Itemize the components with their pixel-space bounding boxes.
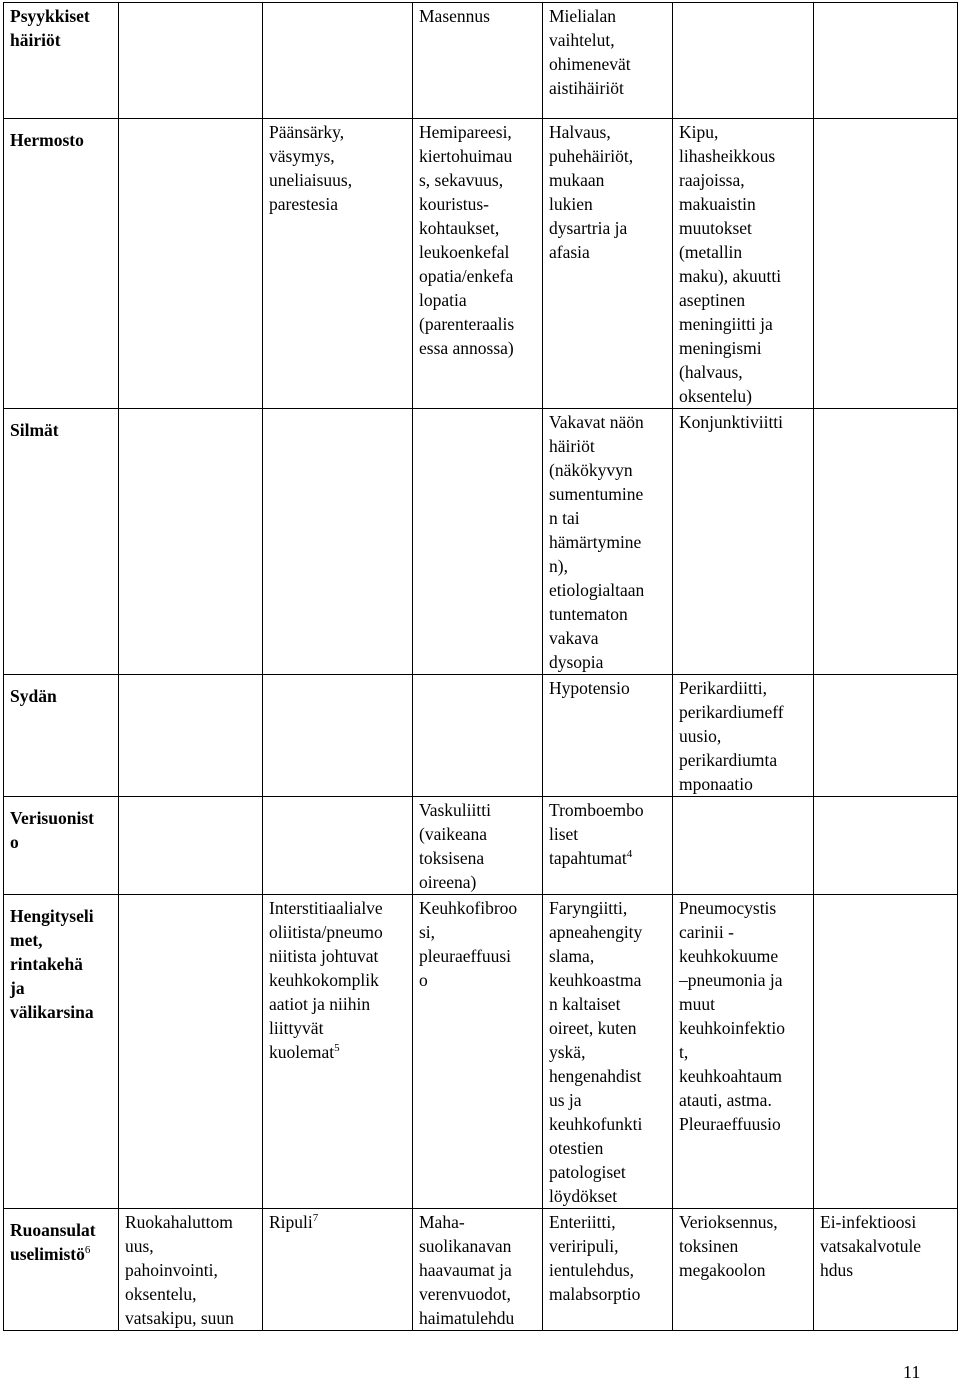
cell-text: Masennus bbox=[419, 6, 490, 26]
table-cell bbox=[543, 797, 673, 895]
cell-text: Vaskuliitti (vaikeana toksisena oireena) bbox=[419, 800, 491, 892]
table-cell bbox=[263, 409, 413, 675]
table-cell bbox=[673, 797, 814, 895]
organ-class-label: Ruoansulat uselimistö bbox=[10, 1220, 96, 1264]
organ-class-label: Hermosto bbox=[10, 130, 84, 150]
table-cell bbox=[263, 895, 413, 1209]
organ-class-label: Sydän bbox=[10, 686, 57, 706]
table-cell bbox=[814, 409, 958, 675]
table-cell bbox=[413, 3, 543, 119]
organ-class-cell bbox=[4, 895, 119, 1209]
footnote-reference: 4 bbox=[626, 848, 633, 861]
organ-class-cell bbox=[4, 119, 119, 409]
organ-class-cell bbox=[4, 797, 119, 895]
table-cell bbox=[119, 797, 263, 895]
table-cell bbox=[543, 895, 673, 1209]
table-cell bbox=[673, 119, 814, 409]
table-cell bbox=[673, 675, 814, 797]
cell-text: Hypotensio bbox=[549, 678, 630, 698]
table-cell bbox=[413, 895, 543, 1209]
table-cell bbox=[814, 1209, 958, 1331]
table-body bbox=[4, 3, 958, 1331]
table-cell bbox=[413, 1209, 543, 1331]
cell-text: Interstitiaalialve oliitista/pneumo niitista johtuvat keuhkokomplik aatiot ja niihin liittyvät kuolemat bbox=[269, 898, 383, 1062]
organ-class-label: Silmät bbox=[10, 420, 59, 440]
table-row bbox=[4, 895, 958, 1209]
cell-text: Enteriitti, veriripuli, ientulehdus, malabsorptio bbox=[549, 1212, 641, 1304]
organ-class-cell bbox=[4, 1209, 119, 1331]
cell-text: Keuhkofibroo si, pleuraeffuusi o bbox=[419, 898, 518, 990]
cell-text: Mielialan vaihtelut, ohimenevät aistihäiriöt bbox=[549, 6, 631, 98]
table-row bbox=[4, 1209, 958, 1331]
table-cell bbox=[413, 675, 543, 797]
cell-text: Päänsärky, väsymys, uneliaisuus, parestesia bbox=[269, 122, 353, 214]
table-cell bbox=[413, 119, 543, 409]
table-cell bbox=[543, 675, 673, 797]
table-cell bbox=[543, 119, 673, 409]
table-cell bbox=[263, 1209, 413, 1331]
cell-text: Halvaus, puhehäiriöt, mukaan lukien dysartria ja afasia bbox=[549, 122, 634, 262]
table-cell bbox=[119, 1209, 263, 1331]
cell-text: Faryngiitti, apneahengity slama, keuhkoastma n kaltaiset oireet, kuten yskä, hengenahdist us ja keuhkofunkti otestien patologiset löydökset bbox=[549, 898, 643, 1206]
cell-text: Vakavat näön häiriöt (näkökyvyn sumentumine n tai hämärtymine n), etiologialtaan tuntematon vakava dysopia bbox=[549, 412, 645, 672]
table-cell bbox=[673, 895, 814, 1209]
cell-text: Ruokahaluttom uus, pahoinvointi, oksentelu, vatsakipu, suun bbox=[125, 1212, 234, 1328]
table-cell bbox=[814, 3, 958, 119]
table-cell bbox=[814, 675, 958, 797]
table-row bbox=[4, 797, 958, 895]
table-cell bbox=[263, 3, 413, 119]
cell-text: Pneumocystis carinii - keuhkokuume –pneumonia ja muut keuhkoinfektio t, keuhkoahtaum atauti, astma. Pleuraeffuusio bbox=[679, 898, 785, 1134]
organ-class-cell bbox=[4, 3, 119, 119]
page-number: 11 bbox=[903, 1362, 921, 1382]
table-row bbox=[4, 3, 958, 119]
cell-text: Ripuli bbox=[269, 1212, 313, 1232]
table-cell bbox=[119, 409, 263, 675]
organ-class-cell bbox=[4, 675, 119, 797]
table-row bbox=[4, 675, 958, 797]
table-cell bbox=[263, 119, 413, 409]
cell-text: Kipu, lihasheikkous raajoissa, makuaistin muutokset (metallin maku), akuutti aseptinen meningiitti ja meningismi (halvaus, oksentelu) bbox=[679, 122, 782, 406]
organ-class-label: Verisuonist o bbox=[10, 808, 94, 852]
table-cell bbox=[814, 797, 958, 895]
cell-text: Ei-infektioosi vatsakalvotule hdus bbox=[820, 1212, 922, 1280]
organ-class-label: Psyykkiset häiriöt bbox=[10, 6, 90, 50]
table-cell bbox=[673, 1209, 814, 1331]
table-cell bbox=[119, 895, 263, 1209]
table-cell bbox=[543, 1209, 673, 1331]
cell-text: Hemipareesi, kiertohuimau s, sekavuus, kouristus- kohtaukset, leukoenkefal opatia/enkefa lopatia (parenteraalis essa annossa) bbox=[419, 122, 515, 358]
table-cell bbox=[814, 119, 958, 409]
table-row bbox=[4, 119, 958, 409]
cell-text: Tromboembo liset tapahtumat bbox=[549, 800, 644, 868]
cell-text: Perikardiitti, perikardiumeff uusio, perikardiumta mponaatio bbox=[679, 678, 784, 794]
table-cell bbox=[263, 675, 413, 797]
organ-class-label: Hengityseli met, rintakehä ja välikarsina bbox=[10, 906, 94, 1022]
adverse-effects-table bbox=[3, 2, 958, 1331]
table-cell bbox=[119, 675, 263, 797]
table-cell bbox=[119, 119, 263, 409]
footnote-reference: 7 bbox=[312, 1212, 319, 1225]
cell-text: Konjunktiviitti bbox=[679, 412, 784, 432]
cell-text: Maha- suolikanavan haavaumat ja verenvuodot, haimatulehdu bbox=[419, 1212, 515, 1328]
organ-class-cell bbox=[4, 409, 119, 675]
table-cell bbox=[413, 409, 543, 675]
table-cell bbox=[413, 797, 543, 895]
table-cell bbox=[814, 895, 958, 1209]
footnote-reference: 5 bbox=[334, 1042, 340, 1055]
table-cell bbox=[543, 3, 673, 119]
table-row bbox=[4, 409, 958, 675]
footnote-reference: 6 bbox=[84, 1244, 91, 1257]
cell-text: Verioksennus, toksinen megakoolon bbox=[679, 1212, 778, 1280]
table-cell bbox=[673, 409, 814, 675]
table-cell bbox=[673, 3, 814, 119]
table-cell bbox=[119, 3, 263, 119]
table-cell bbox=[263, 797, 413, 895]
table-cell bbox=[543, 409, 673, 675]
